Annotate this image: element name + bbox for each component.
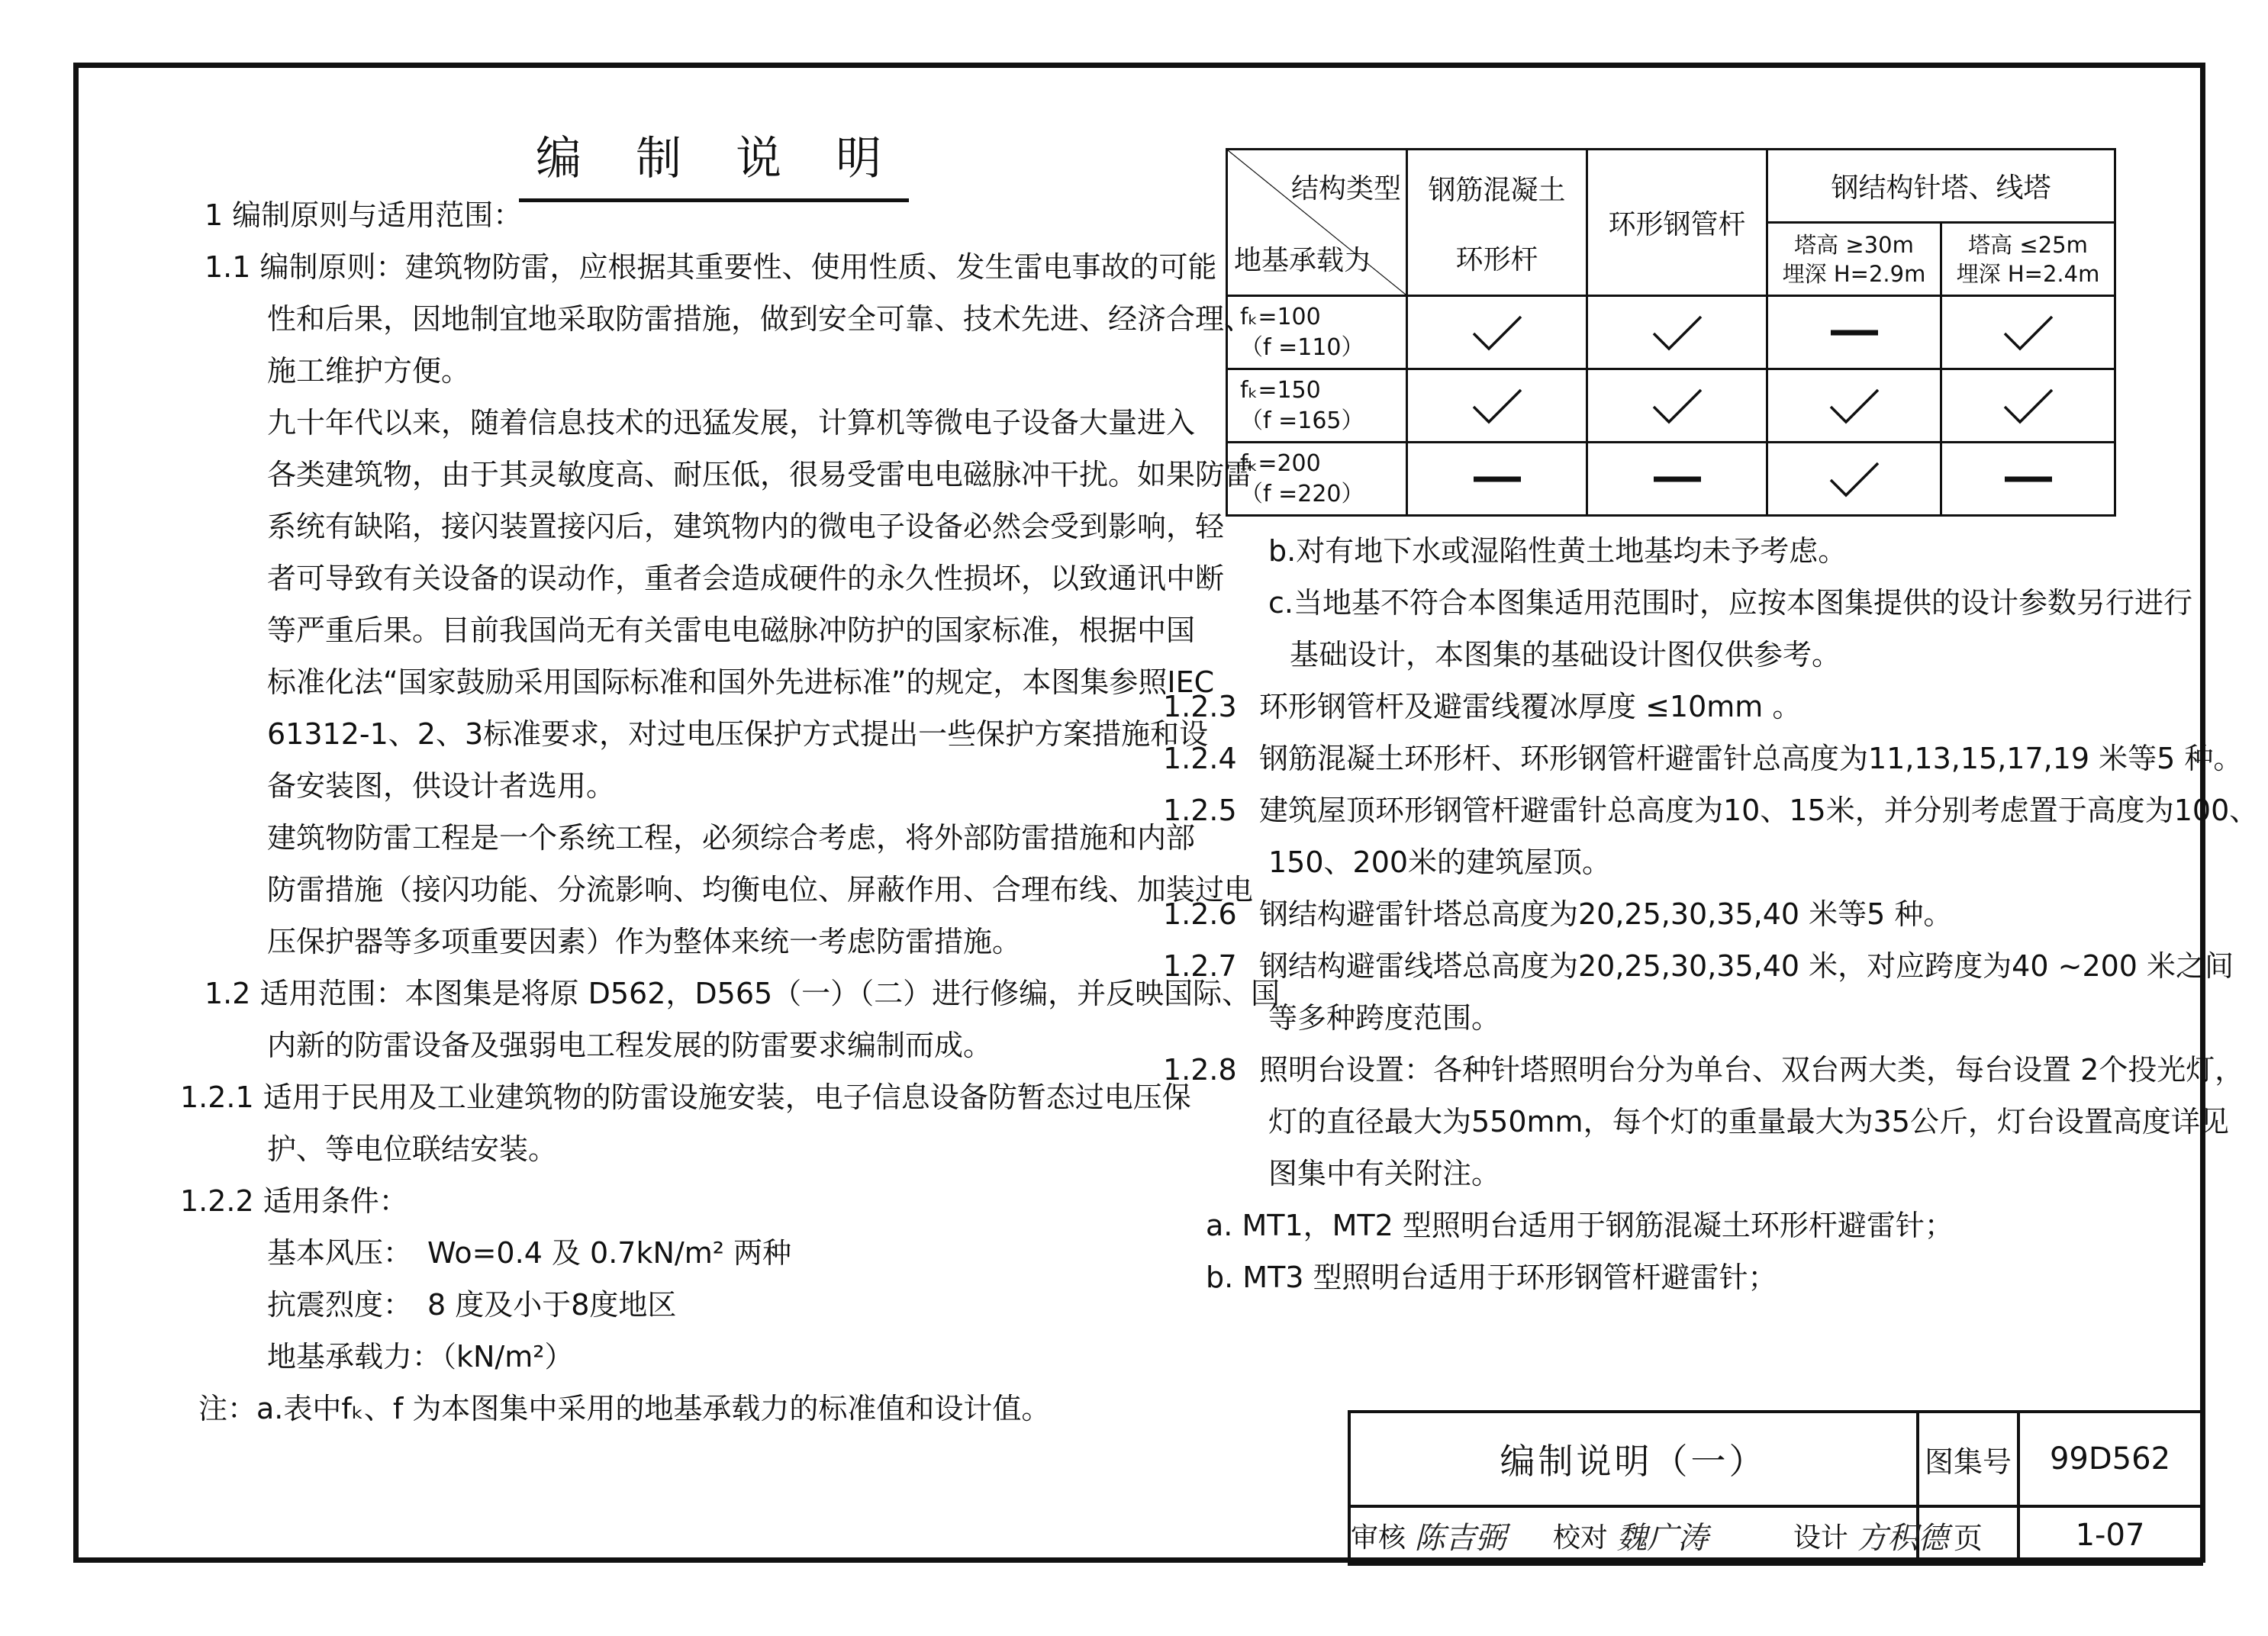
fk-value: fₖ=200	[1240, 449, 1321, 477]
item-1-2-7	[1163, 940, 2234, 992]
section-1-1-line1: 1.1 编制原则：建筑物防雷，应根据其重要性、使用性质、发生雷电事故的可能	[205, 250, 1217, 284]
check-icon	[1471, 387, 1524, 425]
check-icon	[1651, 314, 1704, 352]
note-a: 注：a.表中fₖ、f 为本图集中采用的地基承载力的标准值和设计值。	[198, 1392, 1051, 1425]
item-1-2-3	[1163, 681, 2170, 733]
lighting-note-b: b. MT3 型照明台适用于环形钢管杆避雷针；	[1206, 1261, 1777, 1294]
titleblock-atlas-number: 99D562	[2018, 1412, 2202, 1506]
para1-line6: 标准化法“国家鼓励采用国际标准和国外先进标准”的规定，本图集参照IEC	[267, 665, 1215, 699]
bearing-row	[177, 1331, 1116, 1383]
item-1-2-8-line2: 灯的直径最大为550mm，每个灯的重量最大为35公斤，灯台设置高度详见	[1268, 1105, 2229, 1138]
applicability-cell	[1407, 296, 1587, 369]
dash-icon	[1471, 460, 1524, 498]
table-row	[1227, 369, 2115, 443]
review-signature: 陈吉弼	[1414, 1520, 1506, 1556]
section-1-2-1-line2: 护、等电位联结安装。	[267, 1132, 558, 1166]
applicability-cell	[1941, 369, 2115, 443]
check-icon	[1828, 460, 1881, 498]
review-label: 审核	[1351, 1522, 1406, 1554]
header-tower-30m-height: 塔高 ≥30m	[1794, 231, 1914, 258]
section-1-2-2-heading: 1.2.2 适用条件：	[180, 1184, 408, 1218]
table-row	[1227, 443, 2115, 516]
f-value: （f =110）	[1240, 333, 1364, 361]
check-label: 校对	[1552, 1522, 1608, 1554]
header-tower-30m	[1767, 223, 1941, 296]
header-steel-tower: 钢结构针塔、线塔	[1767, 150, 2115, 223]
titleblock-page-label: 页	[1918, 1506, 2018, 1564]
seismic-row	[177, 1279, 1116, 1331]
item-1-2-4-number: 1.2.4	[1163, 742, 1237, 775]
item-1-2-4	[1163, 733, 2243, 784]
item-1-2-5-number: 1.2.5	[1163, 794, 1237, 827]
seismic-value: 8 度及小于8度地区	[427, 1288, 677, 1322]
note-b: b.对有地下水或湿陷性黄土地基均未予考虑。	[1268, 534, 1848, 568]
bearing-value-cell	[1227, 369, 1407, 443]
item-1-2-7-line2: 等多种跨度范围。	[1268, 1001, 1501, 1035]
item-1-2-6-text: 钢结构避雷针塔总高度为20,25,30,35,40 米等5 种。	[1259, 897, 1953, 931]
wind-pressure-row	[177, 1227, 1116, 1279]
item-1-2-8-text: 照明台设置：各种针塔照明台分为单台、双台两大类，每台设置 2个投光灯，	[1259, 1053, 2244, 1087]
item-1-2-3-text: 环形钢管杆及避雷线覆冰厚度 ≤10mm 。	[1259, 690, 1802, 723]
header-tower-25m-depth: 埋深 H=2.4m	[1956, 260, 2100, 287]
applicability-cell	[1767, 296, 1941, 369]
fk-value: fₖ=100	[1240, 303, 1321, 330]
item-1-2-8-number: 1.2.8	[1163, 1053, 1237, 1087]
item-1-2-8-line3: 图集中有关附注。	[1268, 1157, 1501, 1190]
item-1-2-7-text: 钢结构避雷线塔总高度为20,25,30,35,40 米，对应跨度为40 ~200 米之间	[1259, 949, 2234, 983]
diagonal-header-cell	[1227, 150, 1407, 296]
check-icon	[1828, 387, 1881, 425]
titleblock-name: 编制说明（一）	[1349, 1412, 1918, 1506]
design-label: 设计	[1793, 1522, 1848, 1554]
titleblock-page-number: 1-07	[2018, 1506, 2202, 1564]
para1-line1: 九十年代以来，随着信息技术的迅猛发展，计算机等微电子设备大量进入	[267, 406, 1196, 440]
lighting-note-a: a. MT1，MT2 型照明台适用于钢筋混凝土环形杆避雷针；	[1206, 1209, 1954, 1242]
para1-line8: 备安装图，供设计者选用。	[267, 769, 616, 803]
para2-line3: 压保护器等多项重要因素）作为整体来统一考虑防雷措施。	[267, 925, 1022, 958]
applicability-cell	[1587, 369, 1767, 443]
item-1-2-3-number: 1.2.3	[1163, 690, 1237, 723]
header-tower-25m-height: 塔高 ≤25m	[1968, 231, 2088, 258]
check-icon	[2002, 387, 2055, 425]
applicability-cell	[1941, 296, 2115, 369]
foundation-table	[1226, 148, 2116, 517]
header-tower-25m	[1941, 223, 2115, 296]
bearing-value-cell	[1227, 443, 1407, 516]
note-c-line1: c.当地基不符合本图集适用范围时，应按本图集提供的设计参数另行进行	[1268, 586, 2192, 620]
para1-line5: 等严重后果。目前我国尚无有关雷电电磁脉冲防护的国家标准，根据中国	[267, 614, 1196, 647]
section-1-2-line1: 1.2 适用范围：本图集是将原 D562，D565（一）（二）进行修编，并反映国际、国	[205, 977, 1281, 1010]
title-block	[1348, 1410, 2203, 1566]
right-column	[1163, 525, 2259, 1303]
applicability-cell	[1407, 443, 1587, 516]
header-bearing: 地基承载力	[1234, 245, 1372, 276]
header-rc-pole	[1407, 150, 1587, 296]
para1-line3: 系统有缺陷，接闪装置接闪后，建筑物内的微电子设备必然会受到影响，轻	[267, 510, 1225, 543]
item-1-2-5-text: 建筑屋顶环形钢管杆避雷针总高度为10、15米，并分别考虑置于高度为100、	[1259, 794, 2259, 827]
f-value: （f =220）	[1240, 480, 1364, 507]
item-1-2-6	[1163, 888, 2170, 940]
wind-pressure-value: Wo=0.4 及 0.7kN/m² 两种	[427, 1236, 792, 1270]
check-icon	[2002, 314, 2055, 352]
header-structure-type: 结构类型	[1290, 173, 1401, 204]
item-1-2-4-text: 钢筋混凝土环形杆、环形钢管杆避雷针总高度为11,13,15,17,19 米等5 种。	[1259, 742, 2243, 775]
note-c-line2: 基础设计，本图集的基础设计图仅供参考。	[1290, 638, 1841, 671]
dash-icon	[1828, 314, 1881, 352]
check-icon	[1471, 314, 1524, 352]
dash-icon	[1651, 460, 1704, 498]
table-row	[1227, 296, 2115, 369]
item-1-2-5	[1163, 784, 2259, 836]
header-tower-30m-depth: 埋深 H=2.9m	[1782, 260, 1926, 287]
applicability-cell	[1587, 296, 1767, 369]
para2-line2: 防雷措施（接闪功能、分流影响、均衡电位、屏蔽作用、合理布线、加装过电	[267, 873, 1254, 907]
item-1-2-7-number: 1.2.7	[1163, 949, 1237, 983]
applicability-cell	[1587, 443, 1767, 516]
applicability-cell	[1407, 369, 1587, 443]
item-1-2-8	[1163, 1044, 2244, 1096]
applicability-cell	[1767, 369, 1941, 443]
fk-value: fₖ=150	[1240, 376, 1321, 404]
check-icon	[1651, 387, 1704, 425]
header-rc-pole-line2: 环形杆	[1455, 243, 1538, 275]
section-1-1-line3: 施工维护方便。	[267, 354, 471, 388]
bearing-value-cell	[1227, 296, 1407, 369]
seismic-label: 抗震烈度：	[267, 1288, 413, 1322]
header-rc-pole-line1: 钢筋混凝土	[1428, 174, 1566, 206]
dash-icon	[2002, 460, 2055, 498]
signature-row	[1349, 1506, 1949, 1564]
section-1-2-1-line1: 1.2.1 适用于民用及工业建筑物的防雷设施安装，电子信息设备防暂态过电压保	[180, 1080, 1191, 1114]
page-title: 编 制 说 明	[519, 122, 909, 202]
para2-line1: 建筑物防雷工程是一个系统工程，必须综合考虑，将外部防雷措施和内部	[267, 821, 1196, 855]
para1-line4: 者可导致有关设备的误动作，重者会造成硬件的永久性损坏，以致通讯中断	[267, 562, 1225, 595]
para1-line7: 61312-1、2、3标准要求，对过电压保护方式提出一些保护方案措施和设	[267, 717, 1209, 751]
applicability-cell	[1941, 443, 2115, 516]
item-1-2-6-number: 1.2.6	[1163, 897, 1237, 931]
section-1-heading: 1 编制原则与适用范围：	[205, 198, 523, 232]
applicability-cell	[1767, 443, 1941, 516]
section-1-1-line2: 性和后果，因地制宜地采取防雷措施，做到安全可靠、技术先进、经济合理、	[267, 302, 1254, 336]
bearing-value: （kN/m²）	[427, 1340, 574, 1374]
check-signature: 魏广涛	[1616, 1520, 1709, 1556]
titleblock-atlas-label: 图集号	[1918, 1412, 2018, 1506]
bearing-label: 地基承载力：	[267, 1340, 442, 1374]
design-signature: 方积德	[1857, 1520, 1949, 1556]
f-value: （f =165）	[1240, 407, 1364, 434]
item-1-2-5-line2: 150、200米的建筑屋顶。	[1268, 845, 1612, 879]
wind-pressure-label: 基本风压：	[267, 1236, 413, 1270]
header-steel-pipe-pole: 环形钢管杆	[1587, 150, 1767, 296]
section-1-2-line2: 内新的防雷设备及强弱电工程发展的防雷要求编制而成。	[267, 1029, 993, 1062]
para1-line2: 各类建筑物，由于其灵敏度高、耐压低，很易受雷电电磁脉冲干扰。如果防雷	[267, 458, 1254, 491]
